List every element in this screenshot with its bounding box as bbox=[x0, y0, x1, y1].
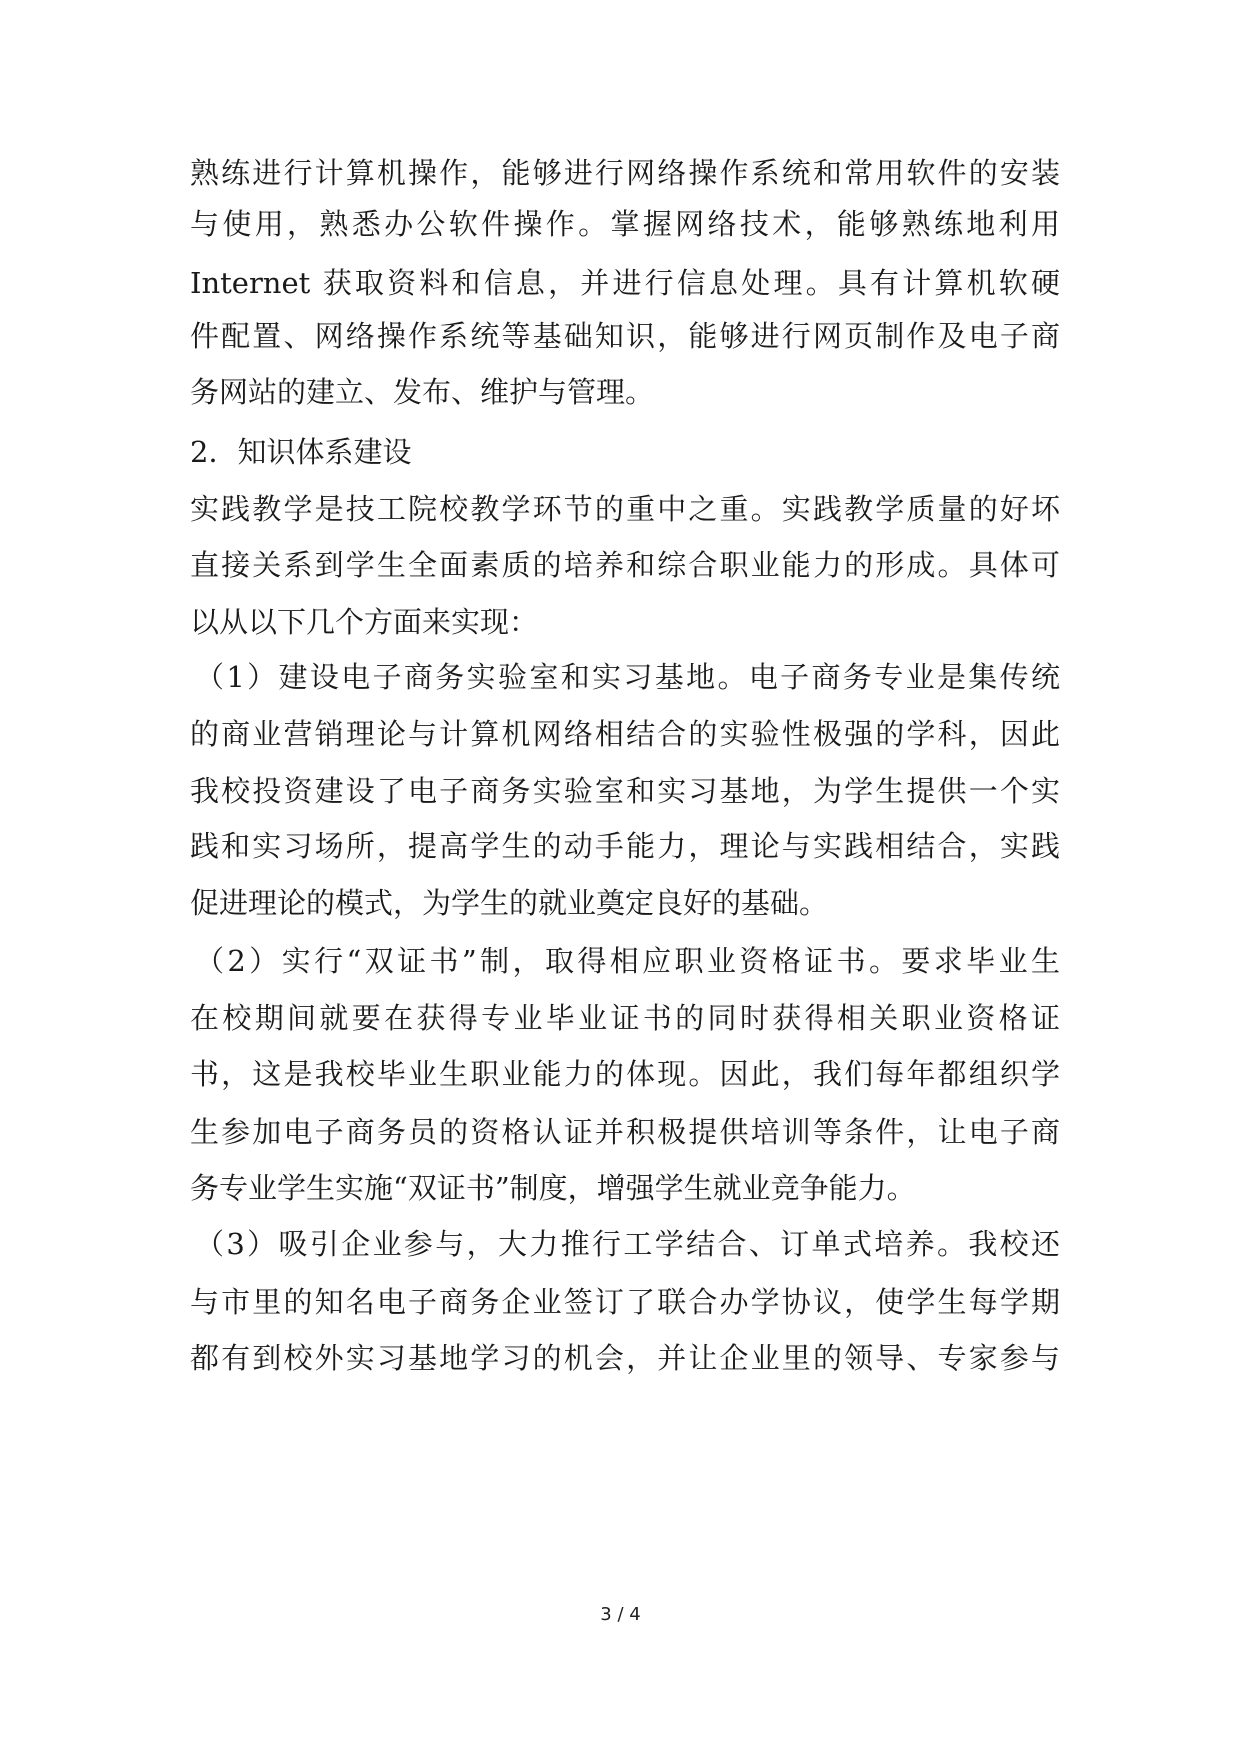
body-text-line: 我校投资建设了电子商务实验室和实习基地，为学生提供一个实 bbox=[190, 774, 1060, 808]
body-text-line: 实践教学是技工院校教学环节的重中之重。实践教学质量的好坏 bbox=[190, 492, 1060, 526]
list-item-line: （2）实行“双证书”制，取得相应职业资格证书。要求毕业生 bbox=[195, 944, 1060, 978]
body-text-line: 与市里的知名电子商务企业签订了联合办学协议，使学生每学期 bbox=[190, 1285, 1060, 1319]
body-text-line: 生参加电子商务员的资格认证并积极提供培训等条件，让电子商 bbox=[190, 1115, 1060, 1149]
body-text-line: 的商业营销理论与计算机网络相结合的实验性极强的学科，因此 bbox=[190, 717, 1060, 751]
body-text-line: 都有到校外实习基地学习的机会，并让企业里的领导、专家参与 bbox=[190, 1341, 1060, 1375]
list-item-line: （1）建设电子商务实验室和实习基地。电子商务专业是集传统 bbox=[195, 660, 1060, 694]
body-text-line: 践和实习场所，提高学生的动手能力，理论与实践相结合，实践 bbox=[190, 829, 1060, 863]
body-text-line: 直接关系到学生全面素质的培养和综合职业能力的形成。具体可 bbox=[190, 548, 1060, 582]
body-text-line: 熟练进行计算机操作，能够进行网络操作系统和常用软件的安装 bbox=[190, 156, 1060, 190]
body-text-line: 务网站的建立、发布、维护与管理。 bbox=[190, 375, 655, 409]
body-text-line: 件配置、网络操作系统等基础知识，能够进行网页制作及电子商 bbox=[190, 319, 1060, 353]
page-number: 3 / 4 bbox=[600, 1604, 641, 1625]
body-text-line: 促进理论的模式，为学生的就业奠定良好的基础。 bbox=[190, 886, 829, 920]
body-text-line: Internet 获取资料和信息，并进行信息处理。具有计算机软硬 bbox=[190, 266, 1060, 300]
body-text-line: 以从以下几个方面来实现： bbox=[190, 605, 539, 639]
body-text-line: 在校期间就要在获得专业毕业证书的同时获得相关职业资格证 bbox=[190, 1001, 1060, 1035]
list-item-line: （3）吸引企业参与，大力推行工学结合、订单式培养。我校还 bbox=[195, 1227, 1060, 1261]
body-text-line: 务专业学生实施“双证书”制度，增强学生就业竞争能力。 bbox=[190, 1171, 916, 1205]
body-text-line: 与使用，熟悉办公软件操作。掌握网络技术，能够熟练地利用 bbox=[190, 207, 1060, 241]
body-text-line: 书，这是我校毕业生职业能力的体现。因此，我们每年都组织学 bbox=[190, 1057, 1060, 1091]
section-heading: 2．知识体系建设 bbox=[190, 435, 412, 469]
